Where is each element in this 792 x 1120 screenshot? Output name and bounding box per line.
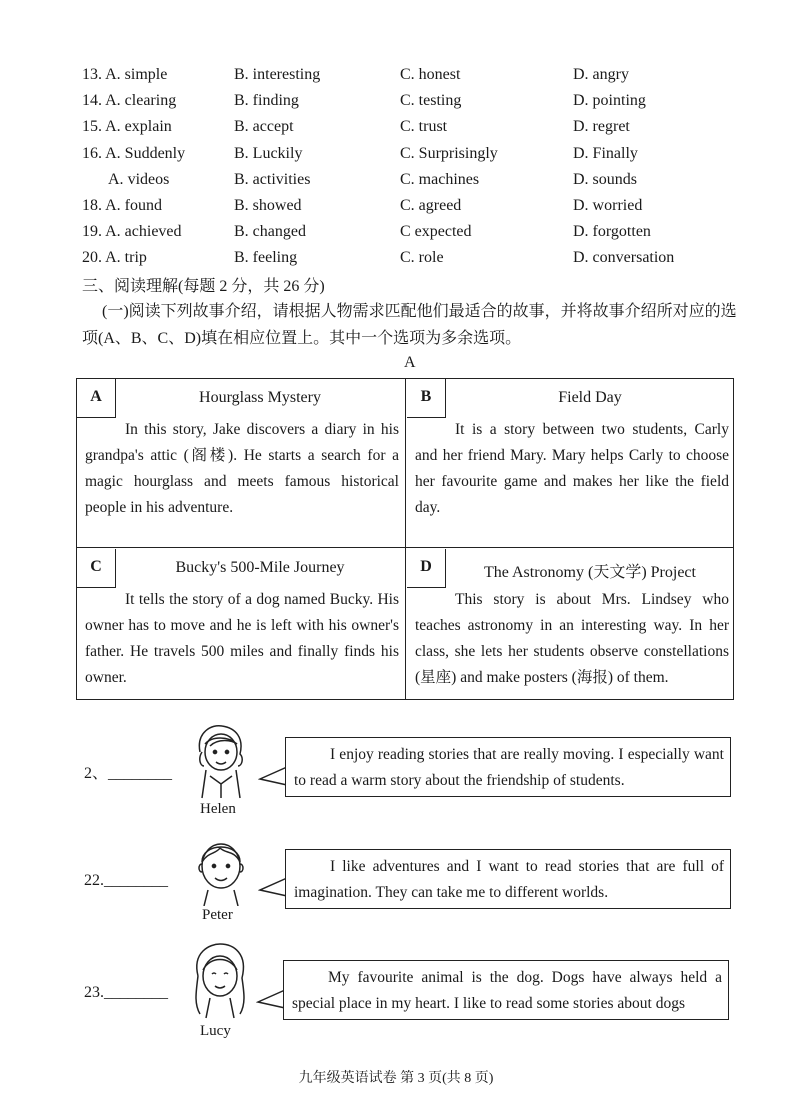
choice-row [82, 66, 702, 92]
section-title: 三、阅读理解(每题 2 分，共 26 分) [82, 278, 325, 295]
story-title: Field Day [558, 389, 622, 406]
answer-blank[interactable]: ________ [104, 984, 168, 1001]
story-letter: A [77, 379, 116, 418]
speech-tail [258, 876, 288, 898]
story-letter: D [407, 549, 446, 588]
option-a: simple [124, 66, 168, 83]
girl-avatar-icon [186, 942, 254, 1020]
option-b: B. showed [234, 196, 302, 214]
option-b: B. feeling [234, 249, 298, 267]
story-text: It tells the story of a dog named Bucky. His owner has to move and he is left with his owner's father. He travels 500 miles and finally finds his owner. [85, 591, 399, 686]
speech-bubble: My favourite animal is the dog. Dogs have always held a special place in my heart. I like to read some stories about dogs [283, 960, 729, 1020]
option-c: C. Surprisingly [400, 144, 498, 162]
option-b: B. accept [234, 118, 294, 136]
story-card-a [77, 379, 403, 547]
speech-bubble: I like adventures and I want to read stories that are full of imagination. They can take me to different worlds. [285, 849, 731, 909]
option-c: C expected [400, 223, 472, 241]
person-name: Peter [202, 907, 233, 923]
instructions: (一)阅读下列故事介绍，请根据人物需求匹配他们最适合的故事，并将故事介绍所对应的选项(A、B、C、D)填在相应位置上。其中一个选项为多余选项。 [82, 303, 737, 347]
story-title: The Astronomy (天文学) Project [484, 564, 696, 581]
choice-row [82, 145, 702, 171]
option-d: D. regret [573, 118, 630, 136]
option-d: D. sounds [573, 170, 638, 188]
answer-blank[interactable]: ________ [108, 765, 173, 782]
girl-avatar-icon [188, 722, 252, 800]
question-number: 18. A. [82, 196, 121, 214]
option-b: B. Luckily [234, 144, 303, 162]
answer-blank[interactable]: ________ [104, 872, 168, 889]
person-name: Helen [200, 801, 236, 817]
option-a: explain [124, 118, 172, 136]
story-letter: B [407, 379, 446, 418]
option-c: C. machines [400, 170, 480, 188]
option-c: C. trust [400, 118, 448, 136]
story-card-b [407, 379, 733, 547]
story-card-c [77, 549, 403, 717]
option-d: D. conversation [573, 249, 675, 267]
story-table [76, 378, 734, 700]
story-title: Hourglass Mystery [199, 389, 321, 406]
choice-row [82, 223, 702, 249]
option-a: videos [127, 170, 170, 188]
option-d: D. Finally [573, 144, 638, 162]
question-number: A. [108, 170, 124, 188]
question-number: 16. A. [82, 144, 121, 162]
question-number: 14. A. [82, 92, 121, 110]
question-23: 23.________ [84, 984, 168, 1001]
option-a: found [124, 196, 162, 214]
option-a: clearing [124, 92, 177, 110]
option-a: achieved [124, 223, 182, 241]
story-title: Bucky's 500-Mile Journey [175, 559, 345, 576]
option-a: trip [124, 249, 147, 267]
option-c: C. role [400, 249, 444, 267]
option-b: B. activities [234, 170, 311, 188]
option-b: B. changed [234, 223, 306, 241]
option-d: D. forgotten [573, 223, 651, 241]
story-letter: C [77, 549, 116, 588]
page-footer: 九年级英语试卷 第 3 页(共 8 页) [298, 1071, 494, 1086]
option-b: B. interesting [234, 66, 321, 83]
option-a: Suddenly [124, 144, 186, 162]
option-c: C. agreed [400, 196, 462, 214]
question-21: 2、________ [84, 765, 173, 782]
speech-bubble: I enjoy reading stories that are really moving. I especially want to read a warm story about the friendship of students. [285, 737, 731, 797]
option-d: D. angry [573, 66, 629, 83]
choice-row [82, 197, 702, 223]
question-number: 20. A. [82, 249, 121, 267]
story-text: It is a story between two students, Carly and her friend Mary. Mary helps Carly to choose her favourite game and makes her like the field day. [415, 421, 729, 516]
multiple-choice-list [82, 66, 702, 276]
question-number: 19. A. [82, 223, 121, 241]
speech-tail [258, 765, 288, 787]
story-card-d [407, 549, 733, 717]
person-name: Lucy [200, 1023, 231, 1039]
speech-tail [256, 988, 286, 1010]
option-c: C. testing [400, 92, 462, 110]
option-d: D. pointing [573, 92, 646, 110]
boy-avatar-icon [190, 834, 252, 906]
option-c: C. honest [400, 66, 461, 83]
choice-row [82, 249, 702, 275]
option-b: B. finding [234, 92, 299, 110]
story-text: In this story, Jake discovers a diary in his grandpa's attic (阁楼). He starts a search for a magic hourglass and meets famous historical people in his adventure. [85, 421, 399, 516]
divider [405, 379, 406, 699]
story-text: This story is about Mrs. Lindsey who teaches astronomy in an interesting way. In her class, she lets her students observe constellations (星座) and make posters (海报) of them. [415, 591, 729, 686]
choice-row [82, 92, 702, 118]
divider [77, 547, 733, 548]
choice-row [82, 171, 702, 197]
choice-row [82, 118, 702, 144]
question-number: 15. A. [82, 118, 121, 136]
option-d: D. worried [573, 196, 643, 214]
question-22: 22.________ [84, 872, 168, 889]
question-number: 13. A. [82, 66, 121, 83]
part-label: A [404, 354, 416, 371]
